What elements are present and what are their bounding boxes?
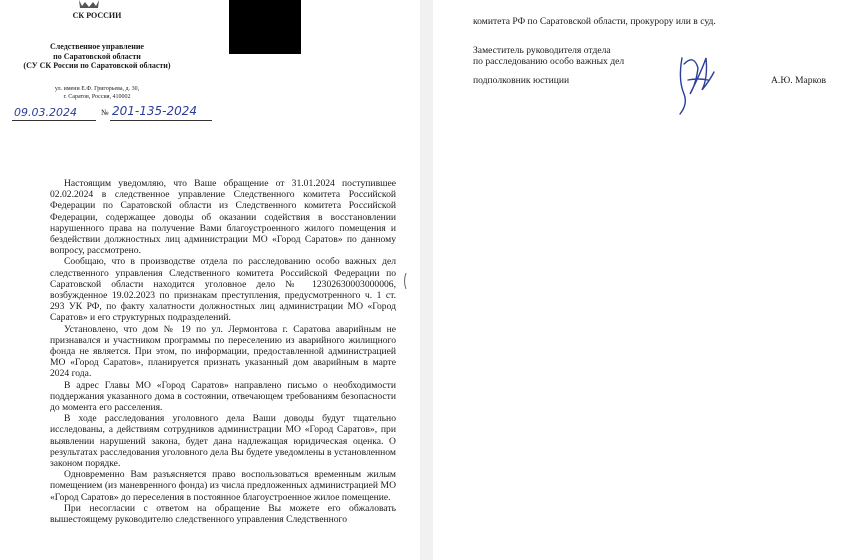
letter-page-left (0, 0, 420, 560)
department-block (12, 42, 182, 71)
address-line: г. Саратов, Россия, 410002 (63, 94, 131, 100)
body-paragraph: При несогласии с ответом на обращение Вы можете его обжаловать вышестоящему руководителю следственного управления Следственного (50, 502, 396, 526)
department-line: (СУ СК России по Саратовской области) (23, 61, 171, 70)
scan-mark-icon (402, 272, 408, 290)
letter-body (50, 178, 396, 525)
body-paragraph: Сообщаю, что в производстве отдела по расследованию особо важных дел следственного управления Следственного комитета Российской Федерации по Саратовской области находится уголовное дело № 12302630003000006, возбужденное 19.02.2023 по признакам преступления, предусмотренного ч. 1 ст. 293 УК РФ, по факту халатности должностных лиц администрации МО «Город Саратов» и его структурных подразделений. (50, 256, 396, 324)
handwritten-reference-number: 201-135-2024 (112, 104, 198, 118)
registration-line (12, 104, 212, 122)
redacted-block (229, 0, 301, 54)
signatory-title-line: по расследованию особо важных дел (473, 56, 625, 67)
reference-underline (110, 120, 212, 121)
coat-of-arms-emblem-icon (76, 0, 102, 9)
handwritten-signature-icon (668, 50, 718, 118)
address-line: ул. имени Е.Ф. Григорьева, д. 30, (54, 86, 140, 92)
signatory-name: А.Ю. Марков (771, 75, 827, 86)
page-gutter (420, 0, 433, 560)
org-name: СК РОССИИ (72, 11, 122, 20)
body-paragraph: В ходе расследования уголовного дела Ваши доводы будут тщательно исследованы, а действиям сотрудников администрации МО «Город Саратов», при выявлении нарушений закона, будет дана надлежащая юридическая оценка. О результатах расследования уголовного дела Вы будете уведомлены в установленном законом порядке. (50, 413, 396, 470)
letter-page-right (433, 0, 856, 560)
department-line: по Саратовской области (53, 51, 141, 61)
signatory-title-line: Заместитель руководителя отдела (473, 45, 611, 56)
continuation-text: комитета РФ по Саратовской области, прокурору или в суд. (473, 16, 716, 27)
body-paragraph: Одновременно Вам разъясняется право воспользоваться временным жилым помещением (из маневренного фонда) из числа предложенных администрацией МО «Город Саратов» до переселения в постоянное благоустроенное жилое помещение. (50, 469, 396, 503)
department-line: Следственное управление (50, 42, 144, 51)
body-paragraph: Установлено, что дом № 19 по ул. Лермонтова г. Саратова аварийным не признавался и участником программы по переселению из аварийного жилищного фонда не является. При этом, по информации, предоставленной администрацией МО «Город Саратов», планируется признать указанный дом аварийным в марте 2024 года. (50, 323, 396, 380)
body-paragraph: В адрес Главы МО «Город Саратов» направлено письмо о необходимости поддержания указанного дома в состоянии, отвечающем требованиям безопасности до момента его расселения. (50, 379, 396, 414)
signatory-rank: подполковник юстиции (473, 75, 570, 86)
body-paragraph: Настоящим уведомляю, что Ваше обращение от 31.01.2024 поступившее 02.02.2024 в следственное управление Следственного комитета Российской Федерации по Саратовской области из Следственного комитета Российской Федерации, содержащее доводы об оказании содействия в восстановлении нарушенного права на получение Вами благоустроенного жилого помещения и бездействии должностных лиц администрации МО «Город Саратов» по данному вопросу, рассмотрено. (50, 178, 396, 257)
date-underline (12, 120, 96, 121)
number-sign: № (101, 108, 109, 117)
address-block (12, 85, 182, 101)
handwritten-date: 09.03.2024 (14, 106, 77, 119)
